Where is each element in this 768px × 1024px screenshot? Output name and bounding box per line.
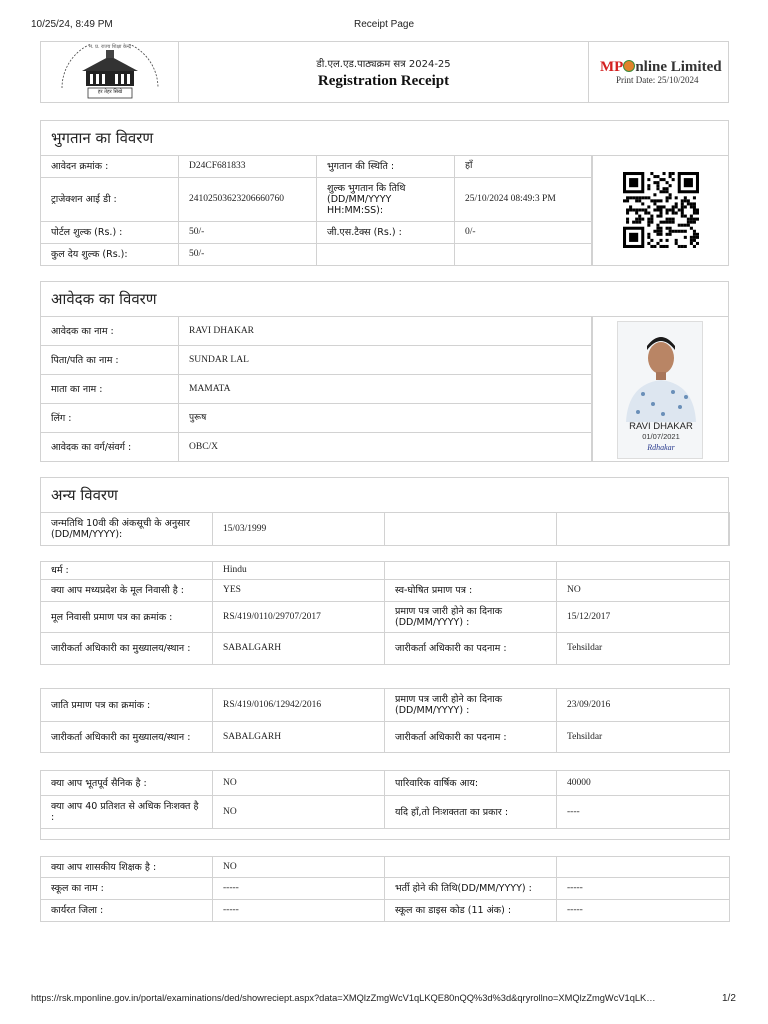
value: NO bbox=[557, 580, 730, 602]
teacher-table bbox=[40, 856, 730, 922]
label: कार्यरत जिला : bbox=[41, 900, 213, 922]
print-page-number: 1/2 bbox=[722, 993, 736, 1004]
label: धर्म : bbox=[41, 562, 213, 580]
applicant-section-title: आवेदक का विवरण bbox=[41, 282, 728, 317]
value: RS/419/0110/29707/2017 bbox=[213, 602, 385, 633]
table-row bbox=[41, 404, 593, 433]
value: Tehsildar bbox=[557, 633, 730, 665]
label: जी.एस.टैक्स (Rs.) : bbox=[317, 222, 455, 244]
value: Tehsildar bbox=[557, 722, 730, 753]
label: पोर्टल शुल्क (Rs.) : bbox=[41, 222, 179, 244]
print-date: Print Date: 25/10/2024 bbox=[616, 75, 699, 85]
label: स्कूल का डाइस कोड (11 अंक) : bbox=[385, 900, 557, 922]
value: 15/03/1999 bbox=[213, 513, 385, 546]
value: NO bbox=[213, 857, 385, 878]
value: 0/- bbox=[455, 222, 593, 244]
label: जारीकर्ता अधिकारी का मुख्यालय/स्थान : bbox=[41, 722, 213, 753]
label: पिता/पति का नाम : bbox=[41, 346, 179, 375]
table-row bbox=[41, 346, 593, 375]
value: MAMATA bbox=[179, 375, 593, 404]
signature: Rdhakar bbox=[647, 443, 675, 452]
payment-section-title: भुगतान का विवरण bbox=[41, 121, 728, 156]
table-row bbox=[41, 178, 593, 222]
label: शुल्क भुगतान कि तिथि (DD/MM/YYYY HH:MM:SS): bbox=[317, 178, 455, 222]
photo-name: RAVI DHAKAR bbox=[629, 421, 693, 432]
table-row bbox=[41, 771, 730, 796]
other-section bbox=[40, 477, 729, 546]
logo-text: म. प्र. राज्य शिक्षा केन्द्र bbox=[88, 44, 132, 50]
label: प्रमाण पत्र जारी होने का दिनाक (DD/MM/YYYY) : bbox=[385, 602, 557, 633]
value: 50/- bbox=[179, 222, 317, 244]
income-disability-table bbox=[40, 770, 730, 840]
brand-prefix: MP bbox=[600, 59, 624, 75]
table-row bbox=[41, 244, 593, 266]
label: जारीकर्ता अधिकारी का पदनाम : bbox=[385, 722, 557, 753]
globe-icon bbox=[623, 60, 635, 72]
qr-code bbox=[623, 172, 699, 248]
table-row bbox=[41, 375, 593, 404]
value bbox=[455, 244, 593, 266]
table-row bbox=[41, 722, 730, 753]
label: लिंग : bbox=[41, 404, 179, 433]
course-session: डी.एल.एड.पाठ्यक्रम सत्र 2024-25 bbox=[316, 59, 451, 70]
value: ----- bbox=[557, 900, 730, 922]
label: स्व-घोषित प्रमाण पत्र : bbox=[385, 580, 557, 602]
value bbox=[557, 857, 730, 878]
print-datetime: 10/25/24, 8:49 PM bbox=[31, 19, 113, 30]
qr-code-cell bbox=[591, 155, 729, 265]
label: पारिवारिक वार्षिक आय: bbox=[385, 771, 557, 796]
print-url: https://rsk.mponline.gov.in/portal/examinations/ded/showreciept.aspx?data=XMQlzZmgWcV1qLKQE80nQQ%3d%3d&qryrollno=XMQlzZmgWcV1qLK… bbox=[31, 993, 656, 1003]
label: कुल देय शुल्क (Rs.): bbox=[41, 244, 179, 266]
value: ----- bbox=[213, 878, 385, 900]
logo-cell bbox=[40, 41, 179, 103]
caste-table bbox=[40, 688, 730, 753]
table-row bbox=[41, 222, 593, 244]
value: NO bbox=[213, 771, 385, 796]
label: जन्मतिथि 10वी की अंकसूची के अनुसार (DD/MM/YYYY): bbox=[41, 513, 213, 546]
label: जारीकर्ता अधिकारी का मुख्यालय/स्थान : bbox=[41, 633, 213, 665]
table-row bbox=[41, 633, 730, 665]
label: प्रमाण पत्र जारी होने का दिनाक (DD/MM/YYYY) : bbox=[385, 689, 557, 722]
value: SABALGARH bbox=[213, 633, 385, 665]
value: ---- bbox=[557, 796, 730, 829]
label: क्या आप मध्यप्रदेश के मूल निवासी है : bbox=[41, 580, 213, 602]
table-row bbox=[41, 857, 730, 878]
value: RAVI DHAKAR bbox=[179, 317, 593, 346]
table-row bbox=[41, 433, 593, 462]
payment-table bbox=[40, 155, 593, 266]
label: यदि हाँ,तो निःशक्तता का प्रकार : bbox=[385, 796, 557, 829]
table-row bbox=[41, 689, 730, 722]
label: क्या आप शासकीय शिक्षक है : bbox=[41, 857, 213, 878]
value: RS/419/0106/12942/2016 bbox=[213, 689, 385, 722]
label: आवेदन क्रमांक : bbox=[41, 156, 179, 178]
label: आवेदक का वर्ग/संवर्ग : bbox=[41, 433, 179, 462]
table-row bbox=[41, 829, 730, 840]
table-row bbox=[41, 562, 730, 580]
label: माता का नाम : bbox=[41, 375, 179, 404]
label: भर्ती होने की तिथि(DD/MM/YYYY) : bbox=[385, 878, 557, 900]
value bbox=[557, 562, 730, 580]
table-row bbox=[41, 878, 730, 900]
brand-suffix: nline Limited bbox=[635, 59, 722, 75]
value: OBC/X bbox=[179, 433, 593, 462]
other-section-title: अन्य विवरण bbox=[41, 478, 728, 513]
value: D24CF681833 bbox=[179, 156, 317, 178]
photo-date: 01/07/2021 bbox=[642, 432, 680, 441]
brand-cell bbox=[588, 41, 729, 103]
label: भुगतान की स्थिति : bbox=[317, 156, 455, 178]
receipt-title-cell bbox=[178, 41, 589, 103]
applicant-table bbox=[40, 316, 593, 462]
photo-cell bbox=[591, 316, 729, 461]
table-row bbox=[41, 156, 593, 178]
label bbox=[385, 857, 557, 878]
value: Hindu bbox=[213, 562, 385, 580]
table-row bbox=[41, 900, 730, 922]
value: ----- bbox=[557, 878, 730, 900]
value: 25/10/2024 08:49:3 PM bbox=[455, 178, 593, 222]
value: NO bbox=[213, 796, 385, 829]
logo-banner: हर तेहर सिखे bbox=[97, 89, 123, 95]
mponline-logo bbox=[600, 59, 722, 76]
label: मूल निवासी प्रमाण पत्र का क्रमांक : bbox=[41, 602, 213, 633]
label bbox=[385, 562, 557, 580]
label: क्या आप 40 प्रतिशत से अधिक निःशक्त है : bbox=[41, 796, 213, 829]
value: पुरूष bbox=[179, 404, 593, 433]
value: YES bbox=[213, 580, 385, 602]
value: ----- bbox=[213, 900, 385, 922]
applicant-photo bbox=[617, 321, 703, 459]
label: क्या आप भूतपूर्व सैनिक है : bbox=[41, 771, 213, 796]
dob-table bbox=[40, 512, 730, 546]
value: हाँ bbox=[455, 156, 593, 178]
applicant-section bbox=[40, 281, 729, 462]
value: 50/- bbox=[179, 244, 317, 266]
table-row bbox=[41, 317, 593, 346]
table-row bbox=[41, 602, 730, 633]
receipt-title: Registration Receipt bbox=[317, 73, 450, 89]
label bbox=[317, 244, 455, 266]
print-page-title: Receipt Page bbox=[353, 19, 415, 30]
person-photo-icon bbox=[618, 322, 703, 422]
label: स्कूल का नाम : bbox=[41, 878, 213, 900]
label: ट्राजेक्शन आई डी : bbox=[41, 178, 179, 222]
value: SUNDAR LAL bbox=[179, 346, 593, 375]
value: 40000 bbox=[557, 771, 730, 796]
label: जाति प्रमाण पत्र का क्रमांक : bbox=[41, 689, 213, 722]
label: आवेदक का नाम : bbox=[41, 317, 179, 346]
payment-section bbox=[40, 120, 729, 266]
value: SABALGARH bbox=[213, 722, 385, 753]
label: जारीकर्ता अधिकारी का पदनाम : bbox=[385, 633, 557, 665]
table-row bbox=[41, 580, 730, 602]
value: 24102503623206660760 bbox=[179, 178, 317, 222]
value: 15/12/2017 bbox=[557, 602, 730, 633]
table-row bbox=[41, 513, 730, 546]
domicile-table bbox=[40, 561, 730, 665]
table-row bbox=[41, 796, 730, 829]
value: 23/09/2016 bbox=[557, 689, 730, 722]
